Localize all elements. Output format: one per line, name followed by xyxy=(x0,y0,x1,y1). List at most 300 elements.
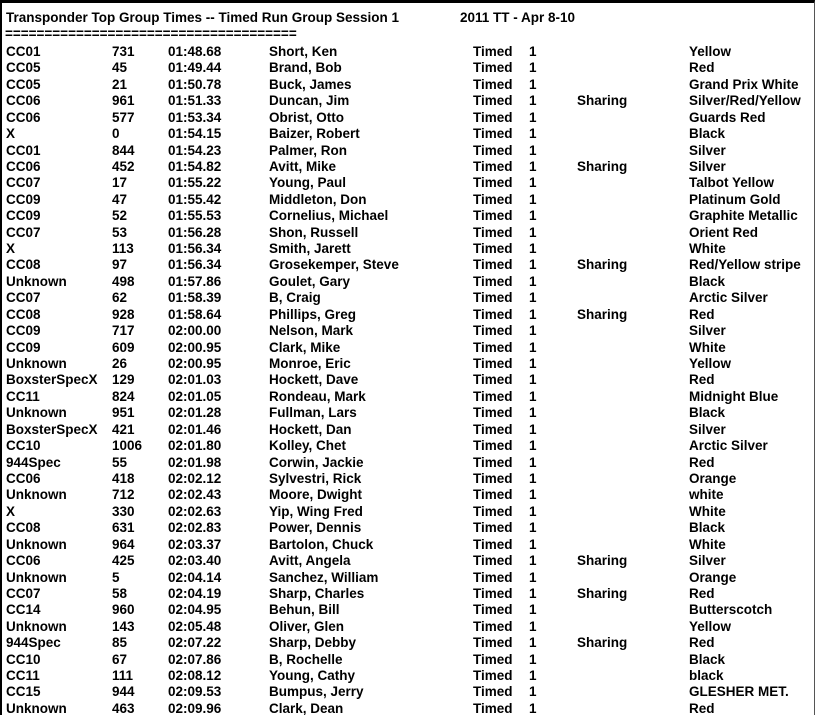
table-row xyxy=(2,553,814,569)
class-cell: CC09 xyxy=(6,191,41,207)
class-cell: CC14 xyxy=(6,602,41,618)
time-cell: 01:55.42 xyxy=(168,191,222,207)
color-cell: Red xyxy=(689,60,715,76)
table-row xyxy=(2,405,814,421)
time-cell: 02:04.14 xyxy=(168,569,222,585)
session-cell: 1 xyxy=(529,44,537,59)
session-cell: 1 xyxy=(529,536,537,552)
sharing-cell: Sharing xyxy=(577,553,628,569)
time-cell: 02:04.95 xyxy=(168,602,222,618)
run-type-cell: Timed xyxy=(473,224,513,240)
driver-cell: Power, Dennis xyxy=(269,520,362,536)
session-cell: 1 xyxy=(529,126,537,142)
color-cell: Red xyxy=(689,700,715,715)
time-cell: 01:49.44 xyxy=(168,60,222,76)
time-cell: 02:00.95 xyxy=(168,339,222,355)
run-type-cell: Timed xyxy=(473,241,513,257)
time-cell: 02:01.28 xyxy=(168,405,222,421)
class-cell: BoxsterSpecX xyxy=(6,421,98,437)
class-cell: CC05 xyxy=(6,60,41,76)
session-cell: 1 xyxy=(529,635,537,651)
session-cell: 1 xyxy=(529,503,537,519)
run-type-cell: Timed xyxy=(473,175,513,191)
session-cell: 1 xyxy=(529,651,537,667)
driver-cell: Fullman, Lars xyxy=(269,405,357,421)
car-number-cell: 731 xyxy=(112,44,135,59)
run-type-cell: Timed xyxy=(473,553,513,569)
color-cell: Red xyxy=(689,635,715,651)
run-type-cell: Timed xyxy=(473,602,513,618)
table-row xyxy=(2,570,814,586)
report-title: Transponder Top Group Times -- Timed Run Group Session 1 xyxy=(6,10,400,25)
session-cell: 1 xyxy=(529,290,537,306)
class-cell: CC09 xyxy=(6,208,41,224)
table-row xyxy=(2,290,814,306)
sharing-cell: Sharing xyxy=(577,306,628,322)
class-cell: CC07 xyxy=(6,224,41,240)
class-cell: Unknown xyxy=(6,618,67,634)
color-cell: Red xyxy=(689,306,715,322)
table-row xyxy=(2,274,814,290)
driver-cell: Clark, Dean xyxy=(269,700,344,715)
car-number-cell: 425 xyxy=(112,553,135,569)
color-cell: Platinum Gold xyxy=(689,191,781,207)
car-number-cell: 463 xyxy=(112,700,135,715)
class-cell: CC07 xyxy=(6,290,41,306)
session-cell: 1 xyxy=(529,585,537,601)
session-cell: 1 xyxy=(529,191,537,207)
time-cell: 02:03.37 xyxy=(168,536,222,552)
class-cell: CC11 xyxy=(6,668,40,684)
car-number-cell: 964 xyxy=(112,536,135,552)
time-cell: 02:02.43 xyxy=(168,487,222,503)
class-cell: CC06 xyxy=(6,553,41,569)
driver-cell: Yip, Wing Fred xyxy=(269,503,363,519)
table-row xyxy=(2,668,814,684)
table-row xyxy=(2,175,814,191)
sharing-cell: Sharing xyxy=(577,257,628,273)
time-cell: 02:01.05 xyxy=(168,388,222,404)
car-number-cell: 113 xyxy=(112,241,134,257)
car-number-cell: 0 xyxy=(112,126,120,142)
table-row xyxy=(2,323,814,339)
driver-cell: Rondeau, Mark xyxy=(269,388,366,404)
session-cell: 1 xyxy=(529,60,537,76)
class-cell: CC07 xyxy=(6,585,41,601)
time-cell: 01:56.34 xyxy=(168,241,222,257)
time-cell: 02:02.12 xyxy=(168,470,222,486)
driver-cell: Oliver, Glen xyxy=(269,618,345,634)
driver-cell: Cornelius, Michael xyxy=(269,208,389,224)
car-number-cell: 824 xyxy=(112,388,135,404)
color-cell: Arctic Silver xyxy=(689,290,768,306)
class-cell: CC11 xyxy=(6,388,40,404)
car-number-cell: 143 xyxy=(112,618,135,634)
time-cell: 01:56.28 xyxy=(168,224,222,240)
time-cell: 02:07.22 xyxy=(168,635,222,651)
session-cell: 1 xyxy=(529,700,537,715)
color-cell: Black xyxy=(689,405,726,421)
time-cell: 01:58.64 xyxy=(168,306,222,322)
run-type-cell: Timed xyxy=(473,142,513,158)
session-cell: 1 xyxy=(529,388,537,404)
time-cell: 02:00.95 xyxy=(168,356,222,372)
class-cell: CC06 xyxy=(6,109,41,125)
time-cell: 02:07.86 xyxy=(168,651,222,667)
run-type-cell: Timed xyxy=(473,585,513,601)
color-cell: Orange xyxy=(689,569,737,585)
car-number-cell: 330 xyxy=(112,503,135,519)
car-number-cell: 55 xyxy=(112,454,128,470)
table-row xyxy=(2,143,814,159)
driver-cell: Monroe, Eric xyxy=(269,356,351,372)
table-row xyxy=(2,257,814,273)
color-cell: Yellow xyxy=(689,618,732,634)
car-number-cell: 609 xyxy=(112,339,135,355)
time-cell: 02:03.40 xyxy=(168,553,222,569)
run-type-cell: Timed xyxy=(473,668,513,684)
time-cell: 01:58.39 xyxy=(168,290,222,306)
color-cell: Orient Red xyxy=(689,224,759,240)
car-number-cell: 21 xyxy=(112,76,128,92)
table-row xyxy=(2,225,814,241)
driver-cell: Nelson, Mark xyxy=(269,323,354,339)
car-number-cell: 844 xyxy=(112,142,135,158)
session-cell: 1 xyxy=(529,553,537,569)
class-cell: CC09 xyxy=(6,323,41,339)
car-number-cell: 58 xyxy=(112,585,128,601)
driver-cell: Short, Ken xyxy=(269,44,338,59)
class-cell: CC10 xyxy=(6,438,41,454)
color-cell: Grand Prix White xyxy=(689,76,799,92)
session-cell: 1 xyxy=(529,306,537,322)
color-cell: Graphite Metallic xyxy=(689,208,798,224)
session-cell: 1 xyxy=(529,273,537,289)
color-cell: Talbot Yellow xyxy=(689,175,775,191)
color-cell: GLESHER MET. xyxy=(689,684,789,700)
run-type-cell: Timed xyxy=(473,126,513,142)
sharing-cell: Sharing xyxy=(577,585,628,601)
table-row xyxy=(2,438,814,454)
driver-cell: Clark, Mike xyxy=(269,339,341,355)
car-number-cell: 944 xyxy=(112,684,135,700)
session-cell: 1 xyxy=(529,569,537,585)
driver-cell: Shon, Russell xyxy=(269,224,359,240)
car-number-cell: 631 xyxy=(112,520,135,536)
driver-cell: Young, Paul xyxy=(269,175,346,191)
class-cell: X xyxy=(6,126,16,142)
color-cell: Red xyxy=(689,454,715,470)
run-type-cell: Timed xyxy=(473,273,513,289)
session-cell: 1 xyxy=(529,158,537,174)
table-row xyxy=(2,60,814,76)
car-number-cell: 97 xyxy=(112,257,128,273)
driver-cell: Middleton, Don xyxy=(269,191,367,207)
car-number-cell: 53 xyxy=(112,224,128,240)
time-cell: 02:01.46 xyxy=(168,421,222,437)
session-cell: 1 xyxy=(529,109,537,125)
run-type-cell: Timed xyxy=(473,405,513,421)
color-cell: Butterscotch xyxy=(689,602,773,618)
class-cell: CC06 xyxy=(6,470,41,486)
session-cell: 1 xyxy=(529,175,537,191)
table-row xyxy=(2,652,814,668)
session-cell: 1 xyxy=(529,470,537,486)
session-cell: 1 xyxy=(529,438,537,454)
class-cell: Unknown xyxy=(6,405,67,421)
class-cell: BoxsterSpecX xyxy=(6,372,98,388)
color-cell: Silver xyxy=(689,142,726,158)
table-row xyxy=(2,372,814,388)
table-row xyxy=(2,684,814,700)
run-type-cell: Timed xyxy=(473,323,513,339)
time-cell: 01:55.22 xyxy=(168,175,222,191)
run-type-cell: Timed xyxy=(473,635,513,651)
session-cell: 1 xyxy=(529,257,537,273)
run-type-cell: Timed xyxy=(473,388,513,404)
table-row xyxy=(2,389,814,405)
session-cell: 1 xyxy=(529,421,537,437)
table-row xyxy=(2,159,814,175)
class-cell: Unknown xyxy=(6,273,67,289)
color-cell: White xyxy=(689,241,726,257)
car-number-cell: 577 xyxy=(112,109,135,125)
color-cell: Red xyxy=(689,585,715,601)
color-cell: black xyxy=(689,668,724,684)
driver-cell: Phillips, Greg xyxy=(269,306,357,322)
class-cell: Unknown xyxy=(6,700,67,715)
driver-cell: Moore, Dwight xyxy=(269,487,362,503)
run-type-cell: Timed xyxy=(473,339,513,355)
run-type-cell: Timed xyxy=(473,290,513,306)
car-number-cell: 26 xyxy=(112,356,128,372)
results-table xyxy=(2,44,814,715)
time-cell: 02:09.53 xyxy=(168,684,222,700)
time-cell: 02:01.98 xyxy=(168,454,222,470)
class-cell: Unknown xyxy=(6,487,67,503)
car-number-cell: 421 xyxy=(112,421,135,437)
driver-cell: Young, Cathy xyxy=(269,668,355,684)
class-cell: X xyxy=(6,241,16,257)
session-cell: 1 xyxy=(529,405,537,421)
class-cell: CC08 xyxy=(6,257,41,273)
driver-cell: Goulet, Gary xyxy=(269,273,351,289)
class-cell: CC08 xyxy=(6,520,41,536)
car-number-cell: 498 xyxy=(112,273,135,289)
run-type-cell: Timed xyxy=(473,109,513,125)
class-cell: CC08 xyxy=(6,306,41,322)
session-cell: 1 xyxy=(529,323,537,339)
run-type-cell: Timed xyxy=(473,356,513,372)
sharing-cell: Sharing xyxy=(577,93,628,109)
session-cell: 1 xyxy=(529,142,537,158)
color-cell: Red/Yellow stripe xyxy=(689,257,801,273)
table-row xyxy=(2,504,814,520)
run-type-cell: Timed xyxy=(473,454,513,470)
color-cell: Yellow xyxy=(689,356,732,372)
color-cell: White xyxy=(689,503,726,519)
class-cell: CC05 xyxy=(6,76,41,92)
color-cell: Orange xyxy=(689,470,737,486)
car-number-cell: 960 xyxy=(112,602,135,618)
class-cell: Unknown xyxy=(6,536,67,552)
driver-cell: Sharp, Charles xyxy=(269,585,365,601)
session-cell: 1 xyxy=(529,487,537,503)
car-number-cell: 717 xyxy=(112,323,135,339)
table-row xyxy=(2,44,814,60)
color-cell: Silver xyxy=(689,421,726,437)
class-cell: Unknown xyxy=(6,569,67,585)
driver-cell: Grosekemper, Steve xyxy=(269,257,399,273)
color-cell: Black xyxy=(689,126,726,142)
car-number-cell: 85 xyxy=(112,635,128,651)
event-label: 2011 TT - Apr 8-10 xyxy=(460,10,576,25)
color-cell: Arctic Silver xyxy=(689,438,768,454)
run-type-cell: Timed xyxy=(473,93,513,109)
table-row xyxy=(2,586,814,602)
color-cell: Silver/Red/Yellow xyxy=(689,93,801,109)
driver-cell: Corwin, Jackie xyxy=(269,454,364,470)
car-number-cell: 129 xyxy=(112,372,135,388)
time-cell: 02:04.19 xyxy=(168,585,222,601)
run-type-cell: Timed xyxy=(473,618,513,634)
table-row xyxy=(2,602,814,618)
class-cell: CC09 xyxy=(6,339,41,355)
class-cell: CC10 xyxy=(6,651,41,667)
driver-cell: Hockett, Dan xyxy=(269,421,352,437)
session-cell: 1 xyxy=(529,454,537,470)
run-type-cell: Timed xyxy=(473,438,513,454)
time-cell: 01:51.33 xyxy=(168,93,222,109)
time-cell: 02:01.03 xyxy=(168,372,222,388)
color-cell: Silver xyxy=(689,323,726,339)
run-type-cell: Timed xyxy=(473,76,513,92)
color-cell: Black xyxy=(689,520,726,536)
time-cell: 02:08.12 xyxy=(168,668,222,684)
driver-cell: Kolley, Chet xyxy=(269,438,347,454)
car-number-cell: 452 xyxy=(112,158,135,174)
run-type-cell: Timed xyxy=(473,306,513,322)
car-number-cell: 111 xyxy=(112,668,134,684)
time-cell: 01:56.34 xyxy=(168,257,222,273)
time-cell: 02:01.80 xyxy=(168,438,222,454)
run-type-cell: Timed xyxy=(473,503,513,519)
driver-cell: Avitt, Angela xyxy=(269,553,351,569)
car-number-cell: 712 xyxy=(112,487,135,503)
session-cell: 1 xyxy=(529,602,537,618)
table-row xyxy=(2,192,814,208)
sharing-cell: Sharing xyxy=(577,158,628,174)
time-cell: 01:54.23 xyxy=(168,142,222,158)
run-type-cell: Timed xyxy=(473,158,513,174)
time-cell: 02:09.96 xyxy=(168,700,222,715)
session-cell: 1 xyxy=(529,224,537,240)
session-cell: 1 xyxy=(529,76,537,92)
class-cell: CC06 xyxy=(6,158,41,174)
session-cell: 1 xyxy=(529,372,537,388)
time-cell: 02:05.48 xyxy=(168,618,222,634)
table-row xyxy=(2,126,814,142)
color-cell: White xyxy=(689,536,726,552)
table-row xyxy=(2,471,814,487)
run-type-cell: Timed xyxy=(473,60,513,76)
time-cell: 02:00.00 xyxy=(168,323,222,339)
table-row xyxy=(2,487,814,503)
driver-cell: Duncan, Jim xyxy=(269,93,350,109)
car-number-cell: 67 xyxy=(112,651,128,667)
class-cell: CC01 xyxy=(6,142,41,158)
table-row xyxy=(2,77,814,93)
session-cell: 1 xyxy=(529,684,537,700)
car-number-cell: 1006 xyxy=(112,438,143,454)
table-row xyxy=(2,455,814,471)
table-row xyxy=(2,619,814,635)
time-cell: 01:55.53 xyxy=(168,208,222,224)
table-row xyxy=(2,701,814,715)
time-cell: 01:54.82 xyxy=(168,158,222,174)
session-cell: 1 xyxy=(529,208,537,224)
run-type-cell: Timed xyxy=(473,569,513,585)
session-cell: 1 xyxy=(529,93,537,109)
run-type-cell: Timed xyxy=(473,208,513,224)
time-cell: 02:02.83 xyxy=(168,520,222,536)
class-cell: CC06 xyxy=(6,93,41,109)
driver-cell: Buck, James xyxy=(269,76,352,92)
driver-cell: Obrist, Otto xyxy=(269,109,344,125)
class-cell: 944Spec xyxy=(6,635,61,651)
class-cell: CC07 xyxy=(6,175,41,191)
run-type-cell: Timed xyxy=(473,520,513,536)
run-type-cell: Timed xyxy=(473,700,513,715)
car-number-cell: 45 xyxy=(112,60,128,76)
driver-cell: Sanchez, William xyxy=(269,569,379,585)
table-row xyxy=(2,520,814,536)
time-cell: 01:48.68 xyxy=(168,44,222,59)
driver-cell: Sharp, Debby xyxy=(269,635,357,651)
table-row xyxy=(2,307,814,323)
time-cell: 01:57.86 xyxy=(168,273,222,289)
run-type-cell: Timed xyxy=(473,421,513,437)
car-number-cell: 5 xyxy=(112,569,120,585)
class-cell: CC01 xyxy=(6,44,41,59)
class-cell: CC15 xyxy=(6,684,41,700)
driver-cell: B, Craig xyxy=(269,290,321,306)
driver-cell: Hockett, Dave xyxy=(269,372,359,388)
driver-cell: B, Rochelle xyxy=(269,651,343,667)
driver-cell: Palmer, Ron xyxy=(269,142,348,158)
table-row xyxy=(2,93,814,109)
color-cell: Black xyxy=(689,651,726,667)
color-cell: Yellow xyxy=(689,44,732,59)
table-row xyxy=(2,208,814,224)
car-number-cell: 62 xyxy=(112,290,128,306)
car-number-cell: 418 xyxy=(112,470,135,486)
run-type-cell: Timed xyxy=(473,684,513,700)
driver-cell: Bumpus, Jerry xyxy=(269,684,364,700)
class-cell: X xyxy=(6,503,16,519)
session-cell: 1 xyxy=(529,241,537,257)
driver-cell: Smith, Jarett xyxy=(269,241,351,257)
run-type-cell: Timed xyxy=(473,191,513,207)
car-number-cell: 961 xyxy=(112,93,135,109)
color-cell: Red xyxy=(689,372,715,388)
table-row xyxy=(2,340,814,356)
color-cell: white xyxy=(689,487,724,503)
run-type-cell: Timed xyxy=(473,651,513,667)
color-cell: Black xyxy=(689,273,726,289)
time-cell: 01:50.78 xyxy=(168,76,222,92)
run-type-cell: Timed xyxy=(473,44,513,59)
